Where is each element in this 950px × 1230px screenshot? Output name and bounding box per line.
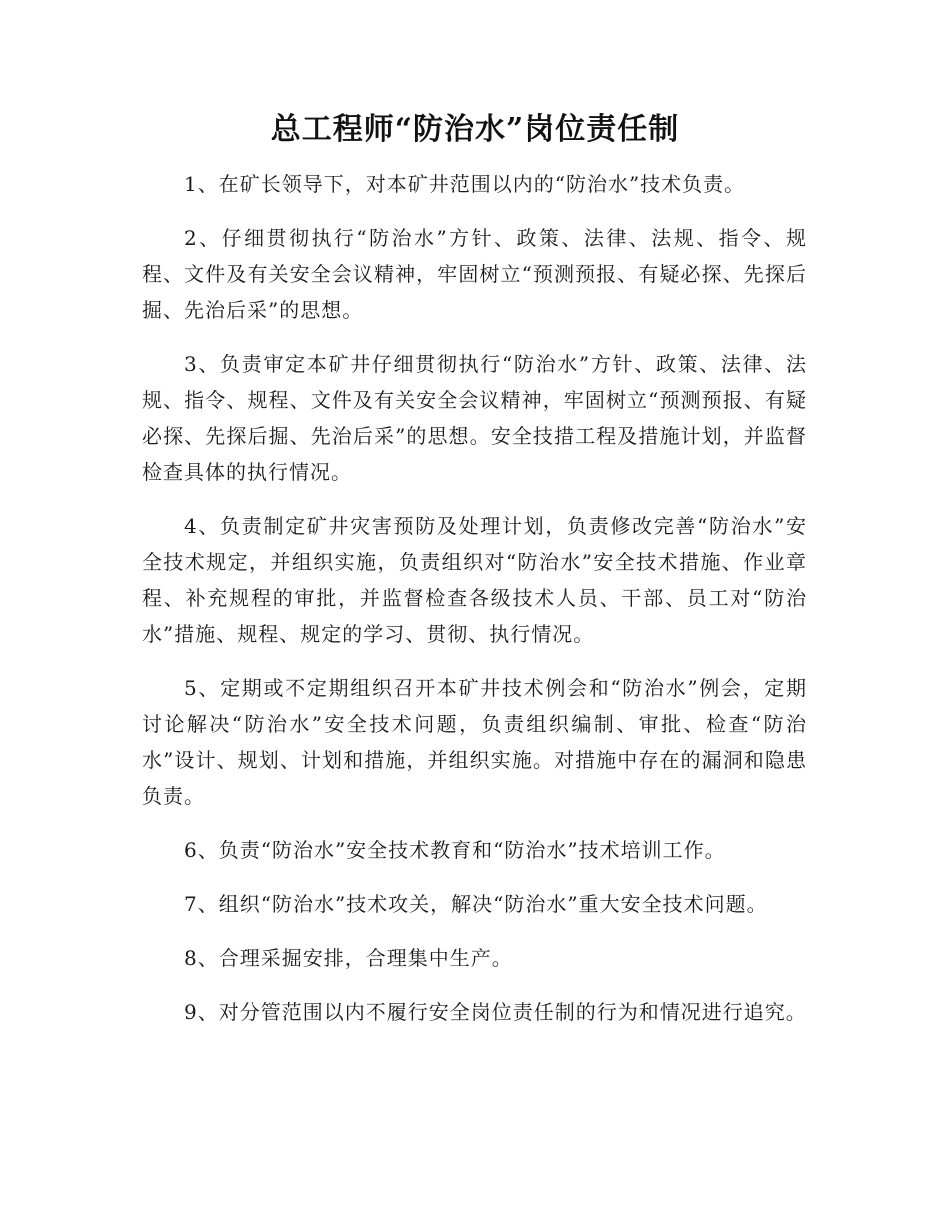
document-title: 总工程师“防治水”岗位责任制 <box>270 112 680 147</box>
paragraph-5: 5、定期或不定期组织召开本矿井技术例会和“防治水”例会，定期讨论解决“防治水”安全技术问题，负责组织编制、审批、检查“防治水”设计、规划、计划和措施，并组织实施。对措施中存在的漏洞和隐患负责。 <box>142 676 807 808</box>
paragraph-7: 7、组织“防治水”技术攻关，解决“防治水”重大安全技术问题。 <box>184 892 768 916</box>
paragraph-1: 1、在矿长领导下，对本矿井范围以内的“防治水”技术负责。 <box>184 172 746 196</box>
paragraph-9: 9、对分管范围以内不履行安全岗位责任制的行为和情况进行追究。 <box>184 1000 807 1024</box>
paragraph-2: 2、仔细贯彻执行“防治水”方针、政策、法律、法规、指令、规程、文件及有关安全会议精神，牢固树立“预测预报、有疑必探、先探后掘、先治后采”的思想。 <box>142 226 807 322</box>
paragraph-4: 4、负责制定矿井灾害预防及处理计划，负责修改完善“防治水”安全技术规定，并组织实施，负责组织对“防治水”安全技术措施、作业章程、补充规程的审批，并监督检查各级技术人员、干部、员工对“防治水”措施、规程、规定的学习、贯彻、执行情况。 <box>142 514 807 646</box>
document-body <box>142 166 807 1048</box>
paragraph-3: 3、负责审定本矿井仔细贯彻执行“防治水”方针、政策、法律、法规、指令、规程、文件及有关安全会议精神，牢固树立“预测预报、有疑必探、先探后掘、先治后采”的思想。安全技措工程及措施计划，并监督检查具体的执行情况。 <box>142 352 807 484</box>
paragraph-8: 8、合理采掘安排，合理集中生产。 <box>184 946 513 970</box>
paragraph-6: 6、负责“防治水”安全技术教育和“防治水”技术培训工作。 <box>184 838 726 862</box>
